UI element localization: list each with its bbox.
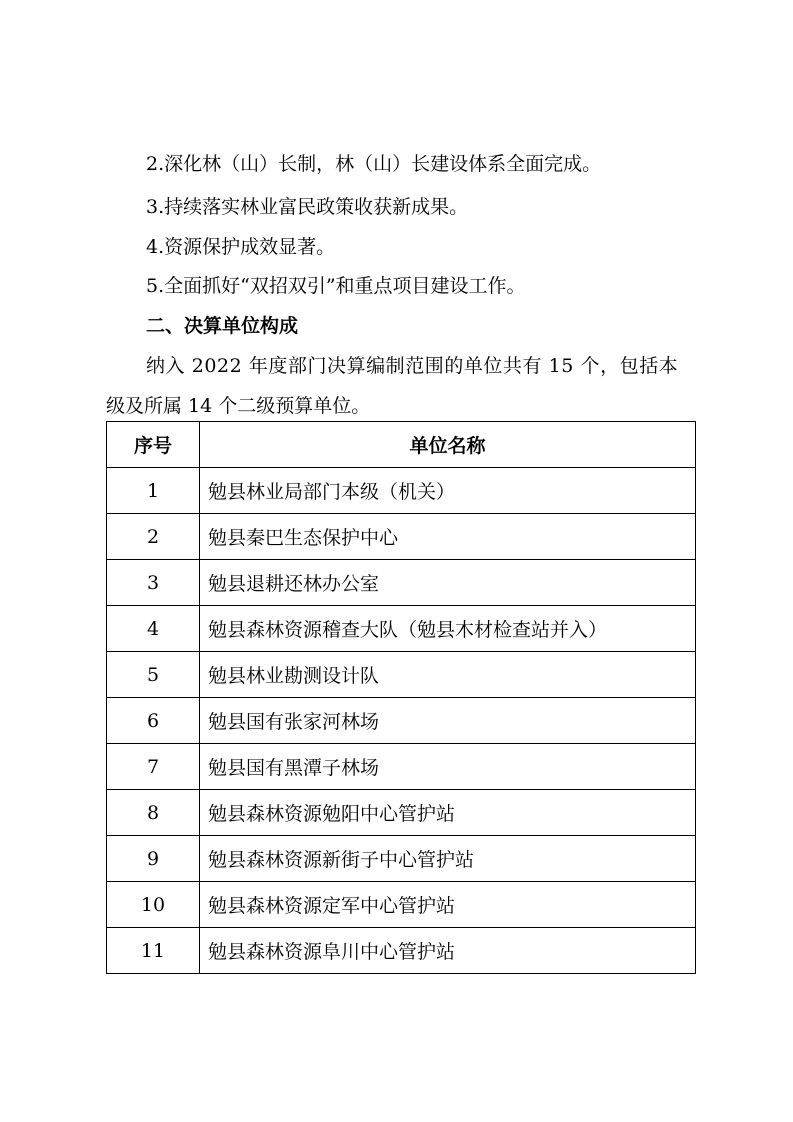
intro-item: 2.深化林（山）长制，林（山）长建设体系全面完成。: [146, 153, 602, 175]
unit-name: 勉县国有黑潭子林场: [200, 744, 696, 790]
unit-name: 勉县森林资源定军中心管护站: [200, 882, 696, 928]
table-row: [107, 698, 696, 744]
unit-name: 勉县森林资源新街子中心管护站: [200, 836, 696, 882]
unit-name: 勉县森林资源阜川中心管护站: [200, 928, 696, 974]
table-row: [107, 790, 696, 836]
intro-item: 4.资源保护成效显著。: [146, 236, 336, 258]
paragraph-line: 纳入 2022 年度部门决算编制范围的单位共有 15 个，包括本: [146, 355, 679, 377]
intro-item: 3.持续落实林业富民政策收获新成果。: [146, 196, 469, 218]
unit-name: 勉县秦巴生态保护中心: [200, 514, 696, 560]
unit-name: 勉县林业勘测设计队: [200, 652, 696, 698]
table-row: [107, 514, 696, 560]
column-header-no: 序号: [107, 422, 200, 468]
row-number: 7: [107, 744, 200, 790]
unit-name: 勉县退耕还林办公室: [200, 560, 696, 606]
row-number: 6: [107, 698, 200, 744]
table-header-row: [107, 422, 696, 468]
unit-name: 勉县国有张家河林场: [200, 698, 696, 744]
row-number: 9: [107, 836, 200, 882]
row-number: 10: [107, 882, 200, 928]
table-row: [107, 606, 696, 652]
unit-name: 勉县林业局部门本级（机关）: [200, 468, 696, 514]
row-number: 3: [107, 560, 200, 606]
row-number: 1: [107, 468, 200, 514]
table-row: [107, 744, 696, 790]
table-row: [107, 560, 696, 606]
section-heading: 二、决算单位构成: [146, 315, 299, 337]
table-row: [107, 928, 696, 974]
unit-name: 勉县森林资源勉阳中心管护站: [200, 790, 696, 836]
column-header-name: 单位名称: [200, 422, 696, 468]
table-row: [107, 882, 696, 928]
unit-name: 勉县森林资源稽查大队（勉县木材检查站并入）: [200, 606, 696, 652]
table-row: [107, 652, 696, 698]
unit-table: [106, 421, 696, 974]
row-number: 4: [107, 606, 200, 652]
paragraph-line: 级及所属 14 个二级预算单位。: [106, 395, 371, 417]
row-number: 11: [107, 928, 200, 974]
intro-item: 5.全面抓好“双招双引”和重点项目建设工作。: [146, 275, 526, 297]
row-number: 5: [107, 652, 200, 698]
table-row: [107, 468, 696, 514]
row-number: 8: [107, 790, 200, 836]
row-number: 2: [107, 514, 200, 560]
table-row: [107, 836, 696, 882]
